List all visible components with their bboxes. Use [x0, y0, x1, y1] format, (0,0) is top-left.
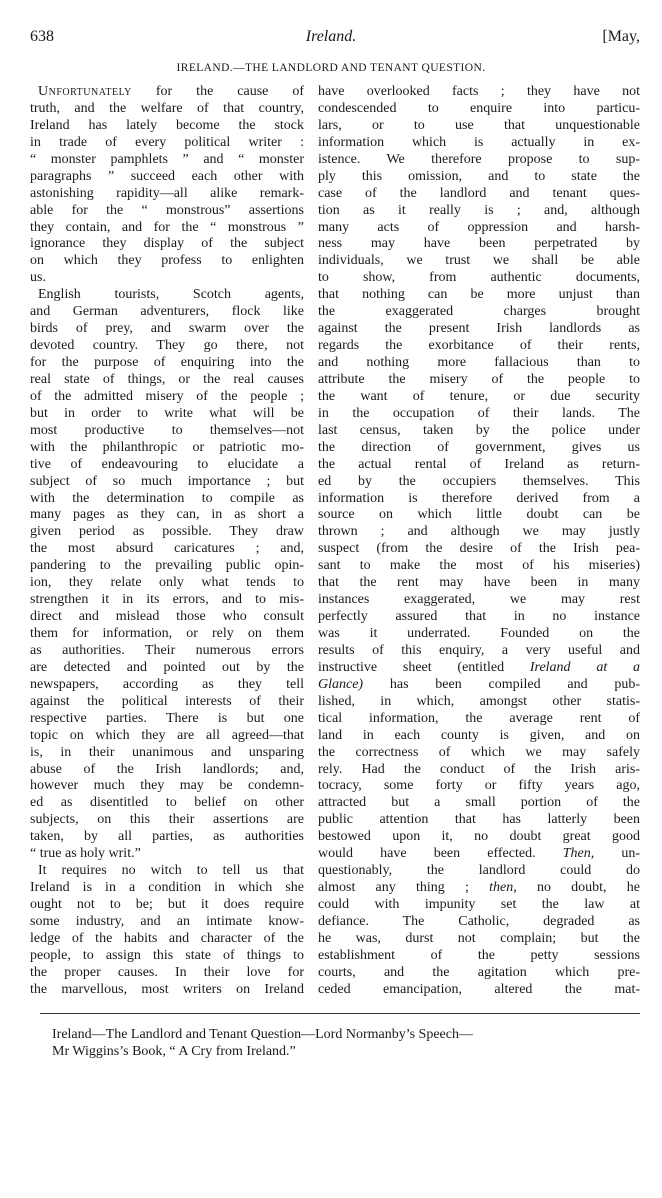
text-line: truth, and the welfare of that country,	[30, 100, 304, 116]
text-line: of the admitted misery of the people ;	[30, 388, 304, 404]
text-line: regards the exorbitance of their rents,	[318, 338, 640, 354]
text-line: ought not to be; but it does require	[30, 897, 304, 912]
text-line: condescended to enquire into particu-	[318, 100, 640, 116]
text-line: case of the landlord and tenant ques-	[318, 185, 640, 201]
text-line: on which they profess to enlighten	[30, 253, 304, 269]
text-line: pandering to the prevailing public opin-	[30, 558, 304, 574]
text-line: able for the “ monstrous” assertions	[30, 202, 304, 218]
text-line: ledge of the habits and character of the	[30, 930, 304, 946]
text-column-left	[30, 84, 304, 999]
text-line: strengthen it in its errors, and to mis-	[30, 592, 304, 608]
text-line: and nothing more fallacious than to	[318, 355, 640, 370]
running-month: [May,	[602, 28, 640, 45]
text-line: the direction of government, gives us	[318, 439, 640, 455]
text-line: direct and mislead those who consult	[30, 609, 304, 625]
text-line: rely. Had the conduct of the Irish aris-	[318, 761, 640, 777]
text-line: istence. We therefore propose to sup-	[318, 151, 640, 167]
text-line: he was, durst not complain; but the	[318, 930, 640, 946]
text-line: perfectly assured that in no instance	[318, 609, 640, 625]
text-line: devoted country. They go there, not	[30, 338, 304, 354]
text-line: ed by the occupiers themselves. This	[318, 473, 640, 489]
text-line: as authorities. Their numerous errors	[30, 642, 304, 658]
italic-text: Glance)	[318, 676, 364, 692]
text-line: against the present Irish landlords as	[318, 321, 640, 337]
text-line: could with impunity set the law at	[318, 897, 640, 912]
text-line: with the philanthropic or patriotic mo-	[30, 439, 304, 455]
text-line: the actual rental of Ireland as return-	[318, 456, 640, 472]
text-segment: for the cause of	[131, 84, 304, 99]
text-line: information is therefore derived from a	[318, 490, 640, 506]
text-line: us.	[30, 270, 46, 286]
text-line	[318, 677, 640, 694]
text-line: respective parties. There is but one	[30, 710, 304, 726]
text-line: the marvellous, most writers on Ireland	[30, 981, 304, 997]
text-line: some industry, and an intimate know-	[30, 913, 304, 929]
text-line: results of this enquiry, a very useful and	[318, 642, 640, 658]
text-line: It requires no witch to tell us that	[38, 863, 304, 879]
text-line: public attention that has latterly been	[318, 812, 640, 828]
text-line: tive of endeavouring to elucidate a	[30, 456, 304, 472]
footnote-line: Mr Wiggins’s Book, “ A Cry from Ireland.”	[52, 1044, 296, 1059]
text-line: courts, and the agitation which pre-	[318, 964, 640, 980]
text-line: establishment of the petty sessions	[318, 947, 640, 963]
text-line: real state of things, or the real causes	[30, 371, 304, 387]
text-line: instances exaggerated, we may rest	[318, 592, 640, 608]
text-segment: instructive sheet (entitled	[318, 659, 530, 675]
footnote	[52, 1026, 473, 1060]
text-line: source on which little doubt can be	[318, 507, 640, 523]
italic-text: Ireland at a	[529, 659, 640, 675]
text-line: last census, taken by the police under	[318, 422, 640, 438]
text-line: Ireland has lately become the stock	[30, 117, 304, 133]
text-line: defiance. The Catholic, degraded as	[318, 913, 640, 929]
text-line: was it underrated. Founded on the	[318, 626, 640, 641]
text-line: that nothing can be more unjust than	[318, 287, 640, 303]
text-line: attracted but a small portion of the	[318, 795, 640, 811]
text-line: birds of prey, and swarm over the	[30, 321, 304, 337]
text-line: Ireland is in a condition in which she	[30, 880, 304, 896]
text-line: is, in their unanimous and unsparing	[30, 744, 304, 760]
text-line: have overlooked facts ; they have not	[318, 84, 640, 99]
text-line: attribute the misery of the people to	[318, 371, 640, 387]
text-column-right	[318, 84, 640, 999]
article-title: IRELAND.—THE LANDLORD AND TENANT QUESTION.	[176, 62, 486, 74]
text-line: tical information, the average rent of	[318, 710, 640, 726]
text-line: against the political interests of their	[30, 693, 304, 709]
text-line: to show, from authentic documents,	[318, 270, 640, 286]
text-line: people, to assign this state of things to	[30, 947, 304, 963]
text-line: lars, or to use that unquestionable	[318, 117, 640, 133]
text-line: astonishing rapidity—all alike remark-	[30, 185, 304, 201]
page-number: 638	[30, 28, 54, 45]
text-line: subject of so much importance ; but	[30, 473, 304, 489]
text-line: however much they may be condemn-	[30, 778, 304, 794]
text-line: in trade of every political writer :	[30, 134, 304, 150]
text-line: suspect (from the desire of the Irish pea-	[318, 541, 640, 557]
text-line: ness may have been perpetrated by	[318, 236, 640, 252]
footnote-line: Ireland—The Landlord and Tenant Question—Lord Normanby’s Speech—	[52, 1027, 473, 1042]
text-line: given period as possible. They draw	[30, 524, 304, 540]
italic-text: Then,	[562, 846, 595, 862]
text-line: they contain, and for the “ monstrous ”	[30, 219, 304, 235]
text-line: with the determination to compile as	[30, 490, 304, 506]
text-line: the proper causes. In their love for	[30, 964, 304, 980]
text-line: ignorance they display of the subject	[30, 236, 304, 252]
text-line: taken, by all parties, as authorities	[30, 829, 304, 845]
text-line: that the rent may have been in many	[318, 575, 640, 591]
text-line: the most absurd caricatures ; and,	[30, 541, 304, 557]
text-line: in the occupation of their lands. The	[318, 405, 640, 421]
text-line: bestowed upon it, no doubt great good	[318, 829, 640, 845]
footnote-rule	[40, 1013, 640, 1014]
text-line: the exaggerated charges brought	[318, 304, 640, 320]
text-line: abuse of the Irish landlords; and,	[30, 761, 304, 777]
text-line: ion, they relate only what tends to	[30, 575, 304, 591]
text-line	[30, 84, 304, 101]
text-line: “ monster pamphlets ” and “ monster	[30, 151, 304, 167]
text-line: many acts of oppression and harsh-	[318, 219, 640, 235]
text-line: sant to make the most of his miseries)	[318, 558, 640, 574]
text-line: questionably, the landlord could do	[318, 863, 640, 879]
italic-text: then,	[489, 880, 517, 896]
text-line: for the purpose of enquiring into the	[30, 355, 304, 370]
text-line: newspapers, according as they tell	[30, 676, 304, 692]
text-line	[318, 660, 640, 677]
text-line: lished, in which, amongst other statis-	[318, 693, 640, 709]
text-segment: Unfortunately	[38, 84, 132, 99]
text-line: but in order to write what will be	[30, 405, 304, 421]
text-segment: would have been effected.	[318, 846, 563, 862]
text-line: many pages as they can, in as short a	[30, 507, 304, 523]
text-line: land in each county is given, and on	[318, 727, 640, 743]
text-line	[318, 846, 640, 863]
text-line	[318, 880, 640, 897]
text-line: paragraphs ” succeed each other with	[30, 168, 304, 184]
text-line: thrown ; and although we may justly	[318, 524, 640, 540]
text-line: ed as disentitled to belief on other	[30, 795, 304, 811]
text-segment: has been compiled and pub-	[363, 676, 640, 692]
text-line: individuals, we trust we shall be able	[318, 253, 640, 269]
text-line: are detected and pointed out by the	[30, 659, 304, 675]
text-line: tion as it really is ; and, although	[318, 202, 640, 218]
text-line: the want of tenure, or due security	[318, 388, 640, 404]
text-line: and German adventurers, flock like	[30, 304, 304, 320]
running-title: Ireland.	[305, 28, 357, 45]
text-line: ceded emancipation, altered the mat-	[318, 981, 640, 997]
text-line: topic on which they are all agreed—that	[30, 727, 304, 743]
text-line: English tourists, Scotch agents,	[38, 287, 304, 303]
text-line: subjects, on this their assertions are	[30, 812, 304, 828]
text-segment: no doubt, he	[516, 880, 640, 896]
text-line: them for information, or rely on them	[30, 626, 304, 641]
text-line: information which is actually in ex-	[318, 134, 640, 150]
text-line: tocracy, some forty or fifty years ago,	[318, 778, 640, 794]
text-line: the correctness of which we may safely	[318, 744, 640, 760]
text-segment: almost any thing ;	[318, 880, 490, 896]
text-line: most productive to themselves—not	[30, 422, 304, 438]
text-line: ply this omission, and to state the	[318, 168, 640, 184]
text-line: “ true as holy writ.”	[30, 846, 141, 862]
text-segment: un-	[594, 846, 640, 862]
